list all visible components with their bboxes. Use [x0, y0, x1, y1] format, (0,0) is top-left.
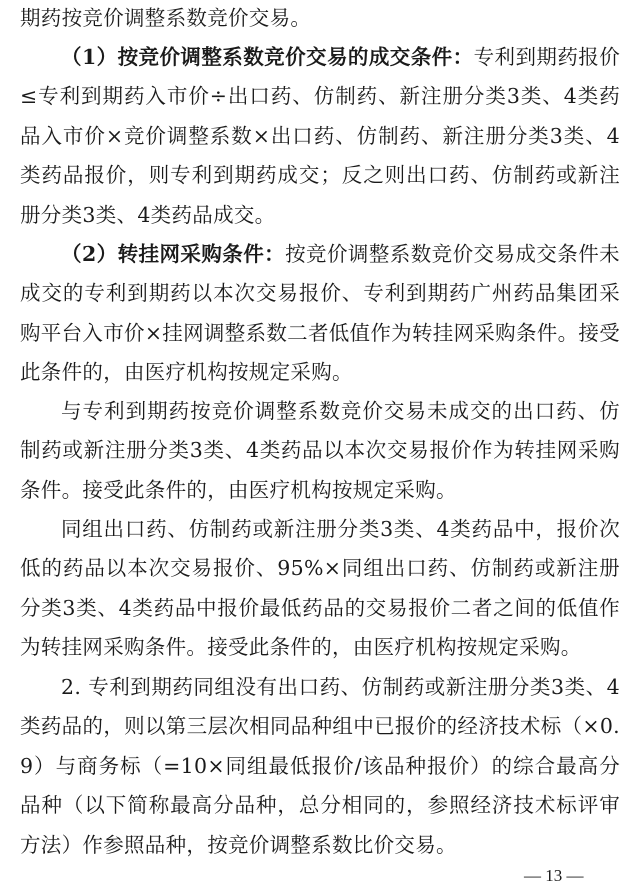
paragraph-unsuccessful-generics	[20, 392, 620, 510]
paragraph-deal-conditions	[20, 38, 620, 235]
paragraph-text: 与专利到期药按竞价调整系数竞价交易未成交的出口药、仿制药或新注册分类3类、4类药品以本次交易报价作为转挂网采购条件。接受此条件的，由医疗机构按规定采购。	[20, 399, 620, 502]
paragraph-text: 专利到期药报价≤专利到期药入市价÷出口药、仿制药、新注册分类3类、4类药品入市价×竞价调整系数×出口药、仿制药、新注册分类3类、4类药品报价，则专利到期药成交；反之则出口药、仿制药或新注册分类3类、4类药品成交。	[20, 45, 620, 227]
section-heading-deal-conditions: （1）按竞价调整系数竞价交易的成交条件：	[61, 45, 474, 69]
section-heading-online-purchase: （2）转挂网采购条件：	[61, 242, 286, 266]
paragraph-online-purchase-conditions	[20, 235, 620, 393]
paragraph-text: 期药按竞价调整系数竞价交易。	[20, 6, 312, 30]
paragraph-item-2	[20, 668, 620, 865]
paragraph-text: 同组出口药、仿制药或新注册分类3类、4类药品中，报价次低的药品以本次交易报价、95%×同组出口药、仿制药或新注册分类3类、4类药品中报价最低药品的交易报价二者之间的低值作为转挂网采购条件。接受此条件的，由医疗机构按规定采购。	[20, 517, 620, 660]
paragraph-continuation	[20, 0, 620, 38]
paragraph-text: 2. 专利到期药同组没有出口药、仿制药或新注册分类3类、4类药品的，则以第三层次相同品种组中已报价的经济技术标（×0.9）与商务标（=10×同组最低报价/该品种报价）的综合最高分品种（以下简称最高分品种，总分相同的，参照经济技术标评审方法）作参照品种，按竞价调整系数比价交易。	[20, 675, 620, 857]
paragraph-second-lowest	[20, 510, 620, 668]
paragraph-text: 按竞价调整系数竞价交易成交条件未成交的专利到期药以本次交易报价、专利到期药广州药品集团采购平台入市价×挂网调整系数二者低值作为转挂网采购条件。接受此条件的，由医疗机构按规定采购。	[20, 242, 620, 385]
page-number: — 13 —	[524, 866, 584, 885]
